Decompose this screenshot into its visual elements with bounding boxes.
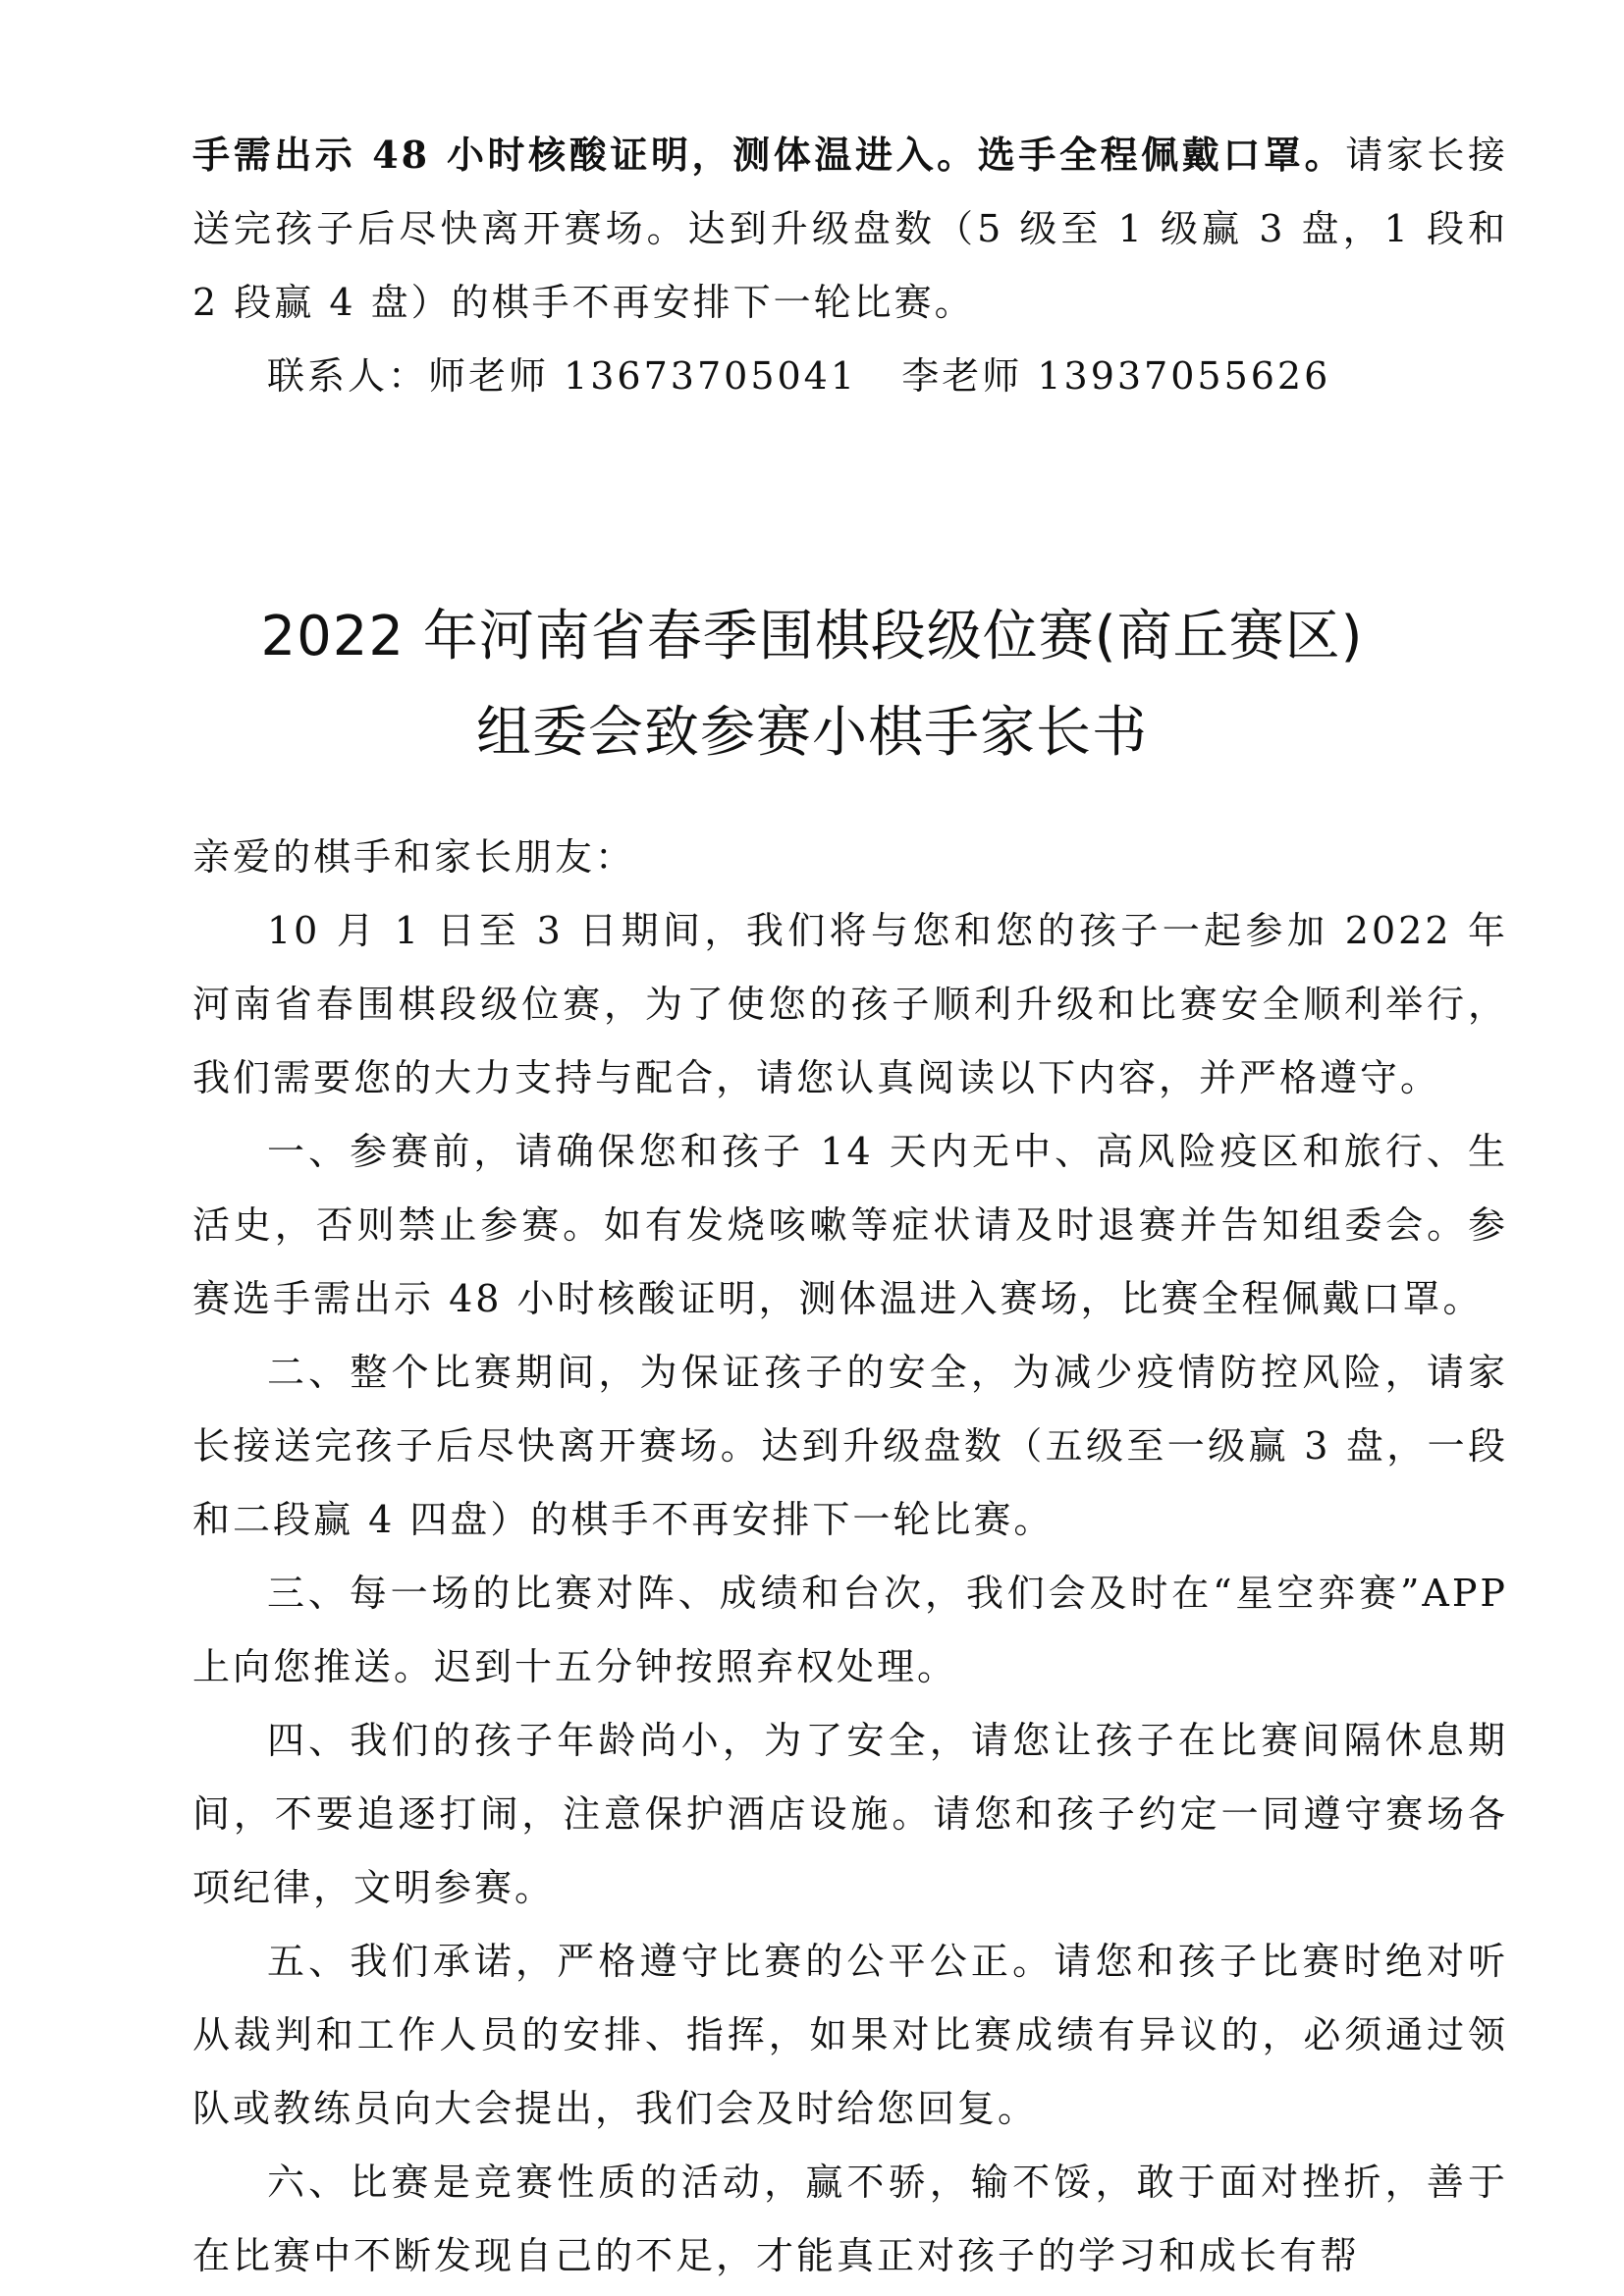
continuation-section [192, 118, 1508, 413]
item-paragraph-1: 一、参赛前，请确保您和孩子 14 天内无中、高风险疫区和旅行、生活史，否则禁止参赛。如有发烧咳嗽等症状请及时退赛并告知组委会。参赛选手需出示 48 小时核酸证明，测体温进入赛场，比赛全程佩戴口罩。 [192, 1130, 1508, 1320]
item-paragraph-4: 四、我们的孩子年龄尚小，为了安全，请您让孩子在比赛间隔休息期间，不要追逐打闹，注意保护酒店设施。请您和孩子约定一同遵守赛场各项纪律，文明参赛。 [192, 1719, 1508, 1909]
intro-paragraph: 10 月 1 日至 3 日期间，我们将与您和您的孩子一起参加 2022 年河南省春围棋段级位赛，为了使您的孩子顺利升级和比赛安全顺利举行，我们需要您的大力支持与配合，请您认真阅读以下内容，并严格遵守。 [192, 909, 1508, 1099]
letter-title [0, 589, 1624, 781]
bold-notice-text: 手需出示 48 小时核酸证明，测体温进入。选手全程佩戴口罩。 [192, 133, 1346, 177]
continuation-paragraph [192, 118, 1508, 340]
item-paragraph-5: 五、我们承诺，严格遵守比赛的公平公正。请您和孩子比赛时绝对听从裁判和工作人员的安排、指挥，如果对比赛成绩有异议的，必须通过领队或教练员向大会提出，我们会及时给您回复。 [192, 1940, 1508, 2130]
title-line-1: 2022 年河南省春季围棋段级位赛(商丘赛区) [260, 605, 1364, 668]
item-paragraph-3: 三、每一场的比赛对阵、成绩和台次，我们会及时在“星空弈赛”APP 上向您推送。迟到十五分钟按照弃权处理。 [192, 1572, 1508, 1688]
notice-text: 请家长接送完孩子后尽快离开赛场。达到升级盘数（5 级至 1 级赢 3 盘，1 段和 2 段赢 4 盘）的棋手不再安排下一轮比赛。 [192, 133, 1508, 324]
letter-body [192, 821, 1508, 2293]
item-paragraph-2: 二、整个比赛期间，为保证孩子的安全，为减少疫情防控风险，请家长接送完孩子后尽快离开赛场。达到升级盘数（五级至一级赢 3 盘，一段和二段赢 4 四盘）的棋手不再安排下一轮比赛。 [192, 1351, 1508, 1541]
greeting: 亲爱的棋手和家长朋友： [192, 835, 636, 879]
item-paragraph-6: 六、比赛是竞赛性质的活动，赢不骄，输不馁，敢于面对挫折，善于在比赛中不断发现自己的不足，才能真正对孩子的学习和成长有帮 [192, 2161, 1508, 2277]
contact-line: 联系人：师老师 13673705041 李老师 13937055626 [267, 354, 1331, 398]
title-line-2: 组委会致参赛小棋手家长书 [476, 701, 1148, 765]
